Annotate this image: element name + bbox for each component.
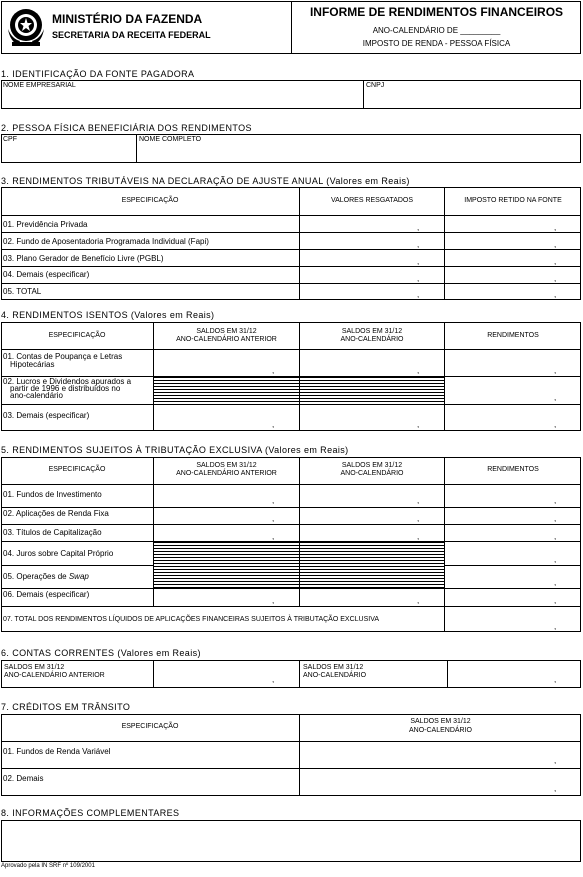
- decimal-mark: ,: [417, 532, 420, 541]
- exempt-col-prev-2: ANO-CALENDÁRIO ANTERIOR: [176, 336, 277, 343]
- exempt-row-label: ano-calendário: [10, 391, 63, 400]
- decimal-mark: ,: [417, 223, 420, 232]
- payer-box: [1, 80, 581, 109]
- decimal-mark: ,: [272, 596, 275, 605]
- taxable-row-line: [1, 215, 581, 216]
- checking-col-line: [299, 660, 300, 688]
- exclusive-row-label: 02. Aplicações de Renda Fixa: [3, 509, 109, 518]
- exempt-row-line: [1, 349, 581, 350]
- credits-row-label: 02. Demais: [3, 774, 44, 783]
- decimal-mark: ,: [554, 496, 557, 505]
- exclusive-hatched-cell: [154, 542, 299, 588]
- decimal-mark: ,: [554, 596, 557, 605]
- exclusive-row-label: [3, 572, 89, 581]
- decimal-mark: ,: [272, 366, 275, 375]
- taxable-row-line: [1, 232, 581, 233]
- exempt-col-cur-2: ANO-CALENDÁRIO: [340, 336, 404, 343]
- decimal-mark: ,: [554, 393, 557, 402]
- decimal-mark: ,: [417, 240, 420, 249]
- decimal-mark: ,: [417, 366, 420, 375]
- credits-col-cur-2: ANO-CALENDÁRIO: [408, 727, 472, 734]
- exempt-row-line: [1, 404, 581, 405]
- decimal-mark: ,: [417, 290, 420, 299]
- coat-of-arms-icon: [6, 5, 46, 49]
- section-4-title: 4. RENDIMENTOS ISENTOS (Valores em Reais): [1, 310, 215, 320]
- decimal-mark: ,: [417, 257, 420, 266]
- section-7-title: 7. CRÉDITOS EM TRÂNSITO: [1, 702, 131, 712]
- beneficiary-name-field[interactable]: NOME COMPLETO: [139, 136, 202, 143]
- taxable-col-values: VALORES RESGATADOS: [330, 197, 414, 204]
- taxable-col-tax: IMPOSTO RETIDO NA FONTE: [464, 197, 562, 204]
- taxable-row-label: 05. TOTAL: [3, 287, 42, 296]
- checking-prev-label-2: ANO-CALENDÁRIO ANTERIOR: [4, 672, 105, 679]
- payer-divider: [363, 80, 364, 109]
- exclusive-row-line: [1, 484, 581, 485]
- credits-col-spec: ESPECIFICAÇÃO: [121, 723, 179, 730]
- decimal-mark: ,: [417, 514, 420, 523]
- exclusive-col-cur-1: SALDOS EM 31/12: [341, 462, 403, 469]
- decimal-mark: ,: [554, 784, 557, 793]
- section-5-title: 5. RENDIMENTOS SUJEITOS À TRIBUTAÇÃO EXCLUSIVA (Valores em Reais): [1, 445, 349, 455]
- decimal-mark: ,: [554, 555, 557, 564]
- decimal-mark: ,: [554, 223, 557, 232]
- credits-row-line: [1, 768, 581, 769]
- decimal-mark: ,: [272, 420, 275, 429]
- taxable-col-spec: ESPECIFICAÇÃO: [121, 197, 179, 204]
- decimal-mark: ,: [417, 420, 420, 429]
- exclusive-col-prev-1: SALDOS EM 31/12: [196, 462, 257, 469]
- decimal-mark: ,: [417, 496, 420, 505]
- taxable-row-label: 04. Demais (especificar): [3, 270, 90, 279]
- exclusive-col-spec: ESPECIFICAÇÃO: [48, 466, 106, 473]
- decimal-mark: ,: [417, 274, 420, 283]
- exclusive-row-label: 03. Títulos de Capitalização: [3, 528, 102, 537]
- form-subtitle: IMPOSTO DE RENDA - PESSOA FÍSICA: [362, 39, 511, 48]
- checking-col-line: [153, 660, 154, 688]
- complementary-info-box[interactable]: [1, 820, 581, 862]
- exempt-col-income: RENDIMENTOS: [487, 332, 539, 339]
- credits-col-cur-1: SALDOS EM 31/12: [410, 718, 471, 725]
- decimal-mark: ,: [554, 274, 557, 283]
- section-3-title: 3. RENDIMENTOS TRIBUTÁVEIS NA DECLARAÇÃO DE AJUSTE ANUAL (Valores em Reais): [1, 176, 410, 186]
- decimal-mark: ,: [554, 675, 557, 684]
- exclusive-row-label: 01. Fundos de Investimento: [3, 490, 102, 499]
- exclusive-hatched-cell: [300, 542, 444, 588]
- exclusive-col-prev-2: ANO-CALENDÁRIO ANTERIOR: [176, 470, 277, 477]
- decimal-mark: ,: [272, 532, 275, 541]
- taxable-row-label: 02. Fundo de Aposentadoria Programada Individual (Fapi): [3, 237, 209, 246]
- swap-label-term: Swap: [68, 572, 89, 581]
- exempt-col-cur-1: SALDOS EM 31/12: [341, 328, 403, 335]
- checking-col-line: [447, 660, 448, 688]
- form-title: INFORME DE RENDIMENTOS FINANCEIROS: [309, 5, 564, 19]
- ministry-name: MINISTÉRIO DA FAZENDA: [52, 12, 203, 26]
- checking-cur-label-1: SALDOS EM 31/12: [303, 664, 364, 671]
- exempt-row-label: 01. Contas de Poupança e Letras: [3, 352, 123, 361]
- credits-row-line: [1, 741, 581, 742]
- exclusive-row-label: 06. Demais (especificar): [3, 590, 90, 599]
- payer-name-field[interactable]: NOME EMPRESARIAL: [3, 82, 76, 89]
- exclusive-row-label: 04. Juros sobre Capital Próprio: [3, 549, 114, 558]
- exempt-col-spec: ESPECIFICAÇÃO: [48, 332, 106, 339]
- decimal-mark: ,: [554, 756, 557, 765]
- approval-note: Aprovado pela IN SRF nº 109/2001: [1, 863, 95, 869]
- checking-prev-label-1: SALDOS EM 31/12: [4, 664, 65, 671]
- checking-cur-label-2: ANO-CALENDÁRIO: [303, 672, 367, 679]
- year-label: ANO-CALENDÁRIO DE _________: [372, 26, 501, 35]
- beneficiary-divider: [136, 134, 137, 163]
- exempt-hatched-cell: [154, 377, 299, 404]
- taxable-row-label: 01. Previdência Privada: [3, 220, 88, 229]
- beneficiary-cpf-field[interactable]: CPF: [3, 136, 17, 143]
- decimal-mark: ,: [554, 578, 557, 587]
- swap-label-prefix: 05. Operações de: [3, 572, 69, 581]
- taxable-row-label: 03. Plano Gerador de Benefício Livre (PGBL): [3, 254, 164, 263]
- exempt-row-label: Hipotecárias: [10, 360, 55, 369]
- credits-row-label: 01. Fundos de Renda Variável: [3, 747, 111, 756]
- exclusive-total-label: 07. TOTAL DOS RENDIMENTOS LÍQUIDOS DE APLICAÇÕES FINANCEIRAS SUJEITOS À TRIBUTAÇÃO EXCLUSIVA: [3, 616, 380, 623]
- section-6-title: 6. CONTAS CORRENTES (Valores em Reais): [1, 648, 201, 658]
- section-8-title: 8. INFORMAÇÕES COMPLEMENTARES: [1, 808, 180, 818]
- decimal-mark: ,: [272, 496, 275, 505]
- exclusive-row-line: [1, 507, 581, 508]
- decimal-mark: ,: [417, 596, 420, 605]
- taxable-row-line: [1, 249, 581, 250]
- decimal-mark: ,: [554, 514, 557, 523]
- decimal-mark: ,: [554, 290, 557, 299]
- decimal-mark: ,: [554, 420, 557, 429]
- taxable-row-line: [1, 266, 581, 267]
- decimal-mark: ,: [272, 675, 275, 684]
- exclusive-row-line: [1, 606, 581, 607]
- decimal-mark: ,: [554, 532, 557, 541]
- beneficiary-box: [1, 134, 581, 163]
- exempt-row-label: partir de 1996 e distribuídos no: [10, 384, 121, 393]
- exclusive-row-line: [1, 524, 581, 525]
- exempt-col-prev-1: SALDOS EM 31/12: [196, 328, 257, 335]
- exempt-row-label: 03. Demais (especificar): [3, 411, 90, 420]
- section-1-title: 1. IDENTIFICAÇÃO DA FONTE PAGADORA: [1, 69, 195, 79]
- secretariat-name: SECRETARIA DA RECEITA FEDERAL: [52, 30, 211, 40]
- decimal-mark: ,: [554, 366, 557, 375]
- decimal-mark: ,: [554, 240, 557, 249]
- section-2-title: 2. PESSOA FÍSICA BENEFICIÁRIA DOS RENDIMENTOS: [1, 123, 252, 133]
- exempt-row-label: 02. Lucros e Dividendos apurados a: [3, 377, 132, 386]
- exclusive-col-income: RENDIMENTOS: [487, 466, 539, 473]
- decimal-mark: ,: [554, 622, 557, 631]
- decimal-mark: ,: [272, 514, 275, 523]
- decimal-mark: ,: [554, 257, 557, 266]
- exempt-hatched-cell: [300, 377, 444, 404]
- exclusive-col-cur-2: ANO-CALENDÁRIO: [340, 470, 404, 477]
- exclusive-row-line: [1, 588, 581, 589]
- taxable-row-line: [1, 283, 581, 284]
- payer-cnpj-field[interactable]: CNPJ: [366, 82, 385, 89]
